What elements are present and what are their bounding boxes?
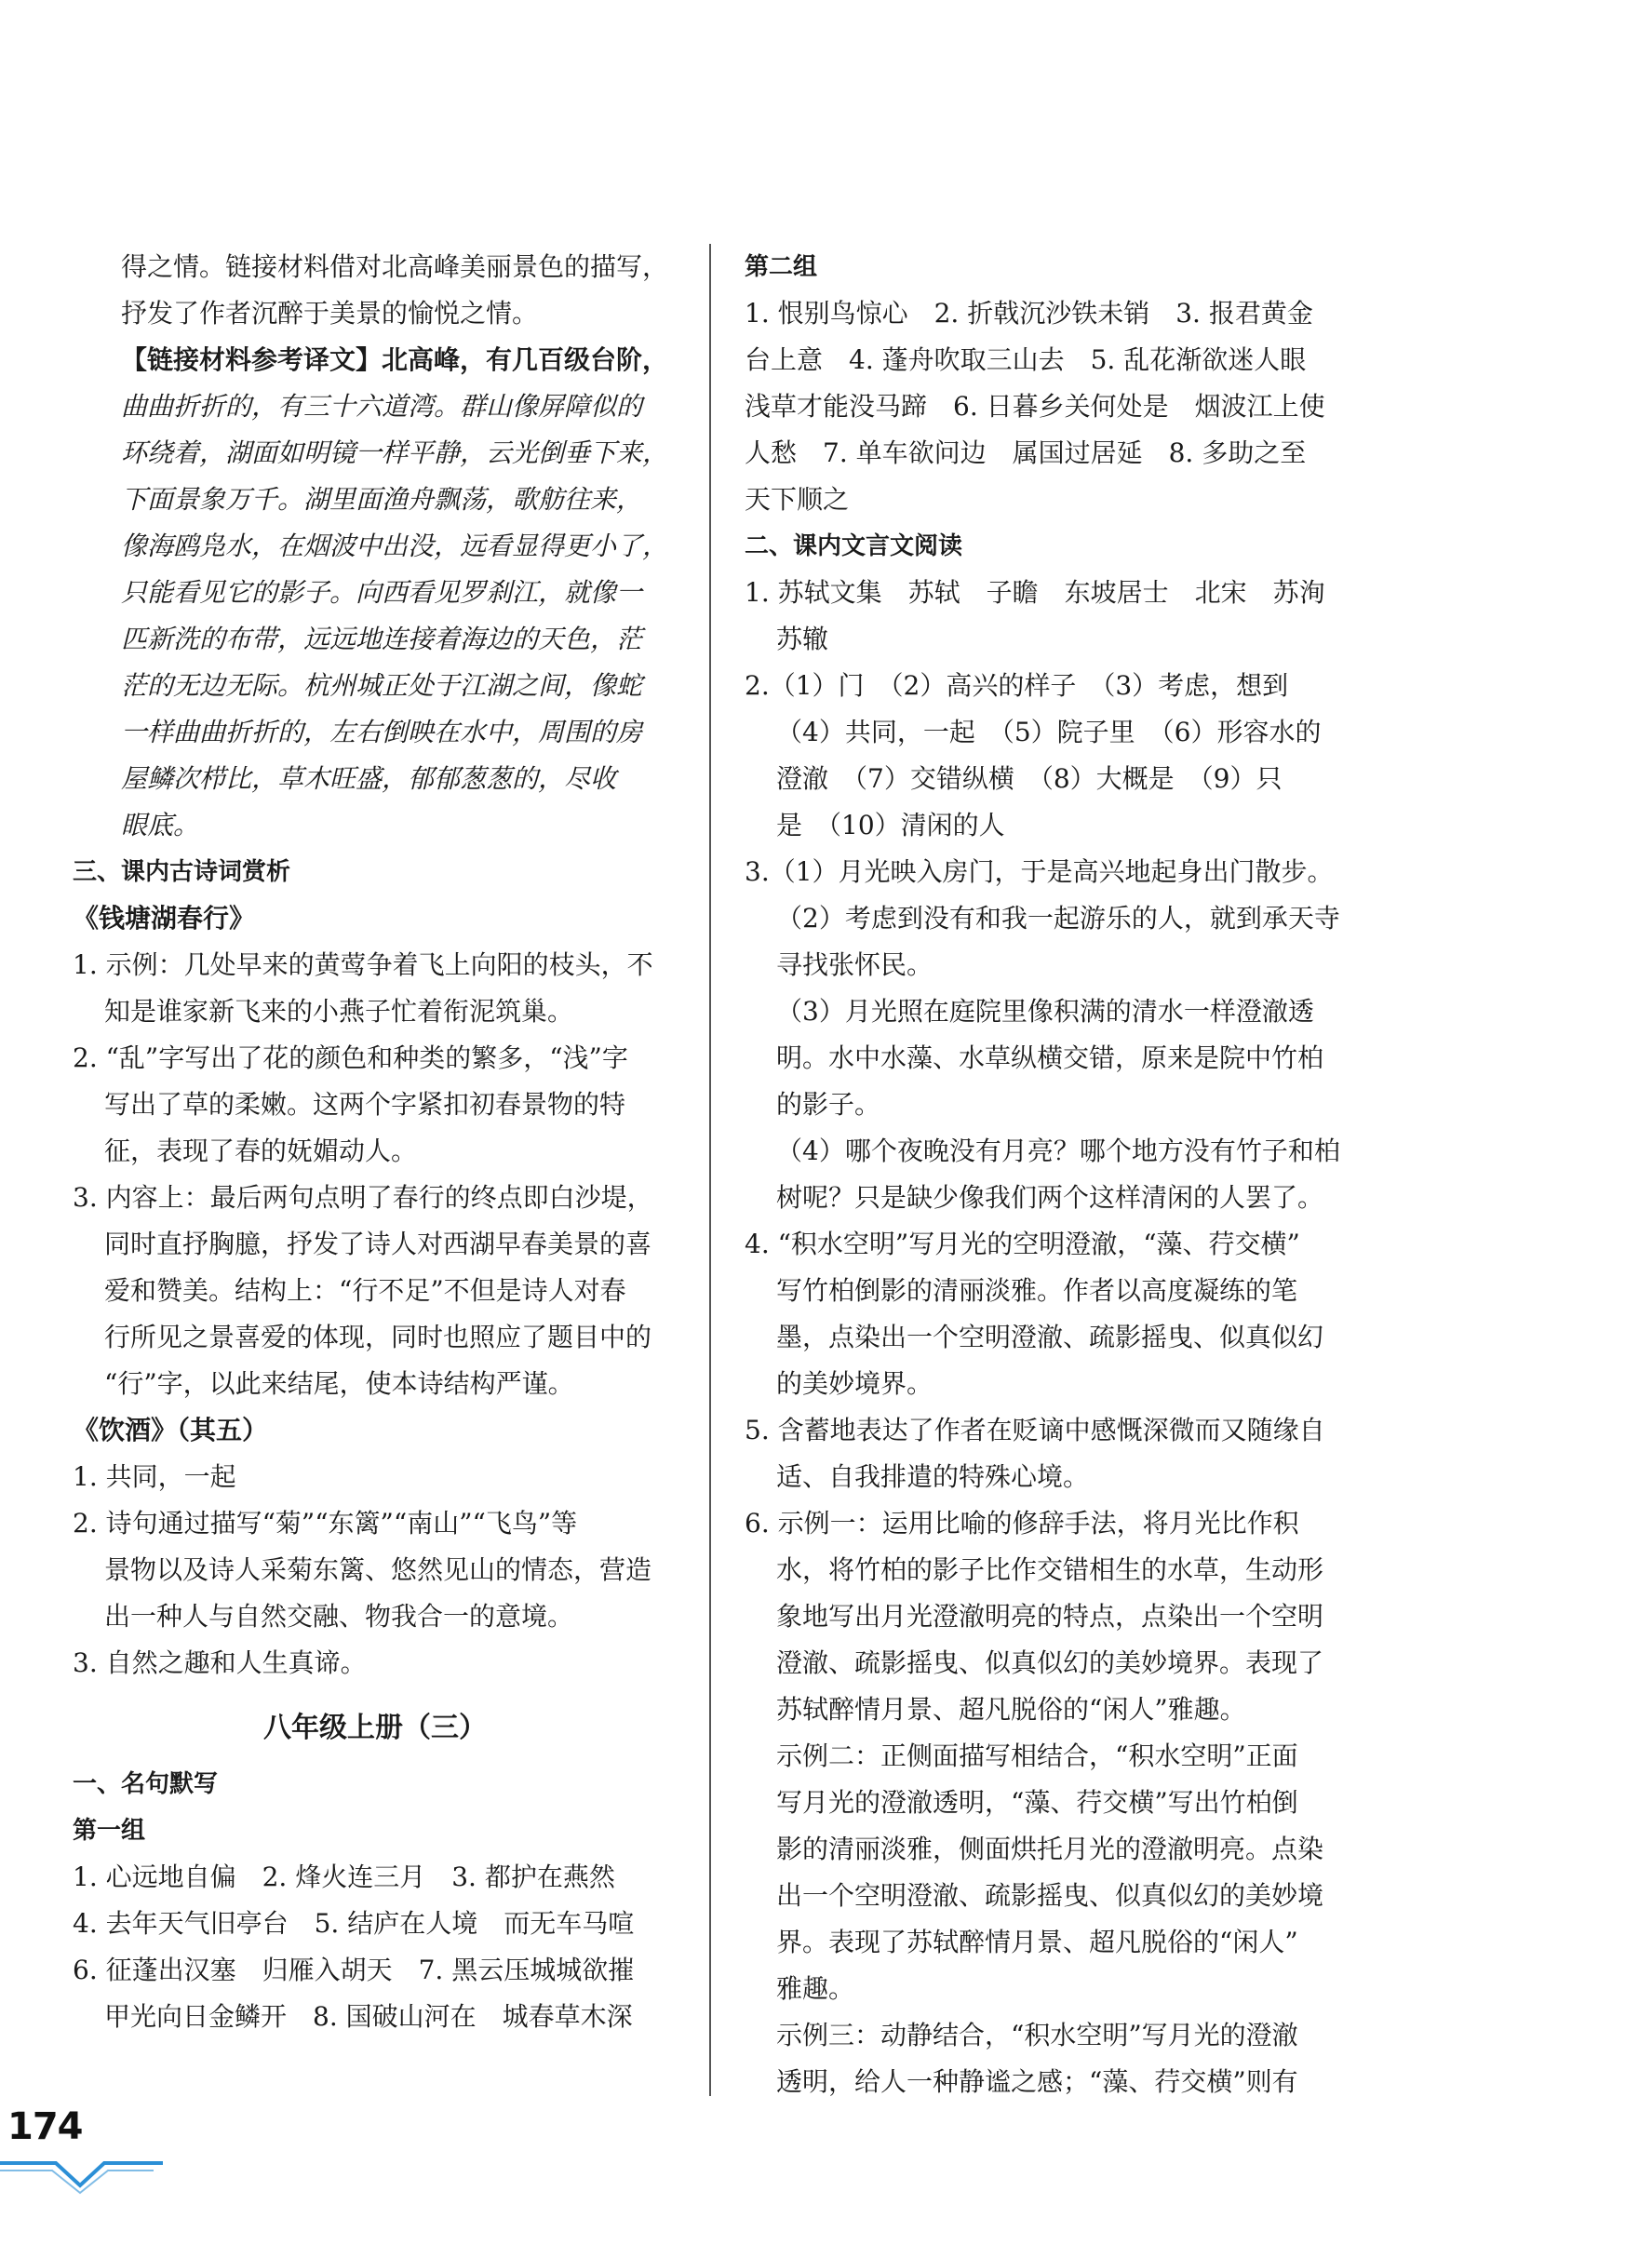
left-text-line: 3. 自然之趣和人生真谛。 [73, 1647, 367, 1678]
right-text-line: 澄澈、疏影摇曳、似真似幻的美妙境界。表现了 [776, 1647, 1324, 1678]
left-text-line: 眼底。 [121, 810, 200, 840]
left-text-line: 1. 心远地自偏 2. 烽火连三月 3. 都护在燕然 [73, 1862, 615, 1892]
right-text-line: 出一个空明澄澈、疏影摇曳、似真似幻的美妙境 [776, 1880, 1324, 1911]
left-text-line: 征，表现了春的妩媚动人。 [104, 1136, 418, 1166]
right-text-line: 人愁 7. 单车欲问边 属国过居延 8. 多助之至 [745, 437, 1307, 468]
left-text-line: 1. 共同，一起 [73, 1461, 236, 1492]
left-text-line: 2. “乱”字写出了花的颜色和种类的繁多，“浅”字 [73, 1042, 628, 1073]
right-text-line: （4）哪个夜晚没有月亮？哪个地方没有竹子和柏 [776, 1136, 1340, 1166]
left-text-line: “行”字，以此来结尾，使本诗结构严谨。 [104, 1368, 574, 1399]
left-text-line: 《钱塘湖春行》 [73, 903, 256, 934]
left-text-line: 一样曲曲折折的，左右倒映在水中，周围的房 [121, 717, 643, 747]
left-text-line: 6. 征蓬出汉塞 归雁入胡天 7. 黑云压城城欲摧 [73, 1955, 635, 1985]
left-text-line: 茫的无边无际。杭州城正处于江湖之间，像蛇 [121, 670, 643, 701]
left-text-line: 景物以及诗人采菊东篱、悠然见山的情态，营造 [104, 1554, 652, 1585]
left-text-line: 得之情。链接材料借对北高峰美丽景色的描写， [121, 251, 669, 282]
left-text-line: 行所见之景喜爱的体现，同时也照应了题目中的 [104, 1322, 652, 1352]
left-text-line: 匹新洗的布带，远远地连接着海边的天色，茫 [121, 624, 643, 654]
column-divider [709, 244, 711, 2096]
left-column [73, 244, 678, 2040]
left-text-line: 出一种人与自然交融、物我合一的意境。 [104, 1601, 574, 1632]
right-text-line: 二、课内文言文阅读 [745, 532, 963, 560]
right-text-line: （2）考虑到没有和我一起游乐的人，就到承天寺 [776, 903, 1340, 934]
left-text-line: 抒发了作者沉醉于美景的愉悦之情。 [121, 298, 539, 329]
right-text-line: 6. 示例一：运用比喻的修辞手法，将月光比作积 [745, 1508, 1299, 1539]
left-text-line: 只能看见它的影子。向西看见罗刹江，就像一 [121, 577, 643, 608]
page-number: 174 [7, 2105, 83, 2148]
right-text-line: 墨，点染出一个空明澄澈、疏影摇曳、似真似幻 [776, 1322, 1324, 1352]
right-text-line: 3.（1）月光映入房门，于是高兴地起身出门散步。 [745, 856, 1334, 887]
left-text-line: 甲光向日金鳞开 8. 国破山河在 城春草木深 [104, 2001, 633, 2032]
right-text-line: 示例二：正侧面描写相结合，“积水空明”正面 [776, 1741, 1298, 1771]
right-column [745, 244, 1359, 2105]
right-text-line: 水，将竹柏的影子比作交错相生的水草，生动形 [776, 1554, 1324, 1585]
right-text-line: 1. 恨别鸟惊心 2. 折戟沉沙铁未销 3. 报君黄金 [745, 298, 1313, 329]
right-text-line: 透明，给人一种静谧之感；“藻、荇交横”则有 [776, 2066, 1298, 2097]
left-text-line: 3. 内容上：最后两句点明了春行的终点即白沙堤， [73, 1182, 653, 1213]
left-text-line: 下面景象万千。湖里面渔舟飘荡，歌舫往来， [121, 484, 643, 515]
right-text-line: 象地写出月光澄澈明亮的特点，点染出一个空明 [776, 1601, 1324, 1632]
right-text-line: 写月光的澄澈透明，“藻、荇交横”写出竹柏倒 [776, 1787, 1298, 1818]
left-text-line: 像海鸥凫水，在烟波中出没，远看显得更小了， [121, 531, 669, 561]
right-text-line: 雅趣。 [776, 1973, 855, 2004]
right-text-line: 寻找张怀民。 [776, 949, 933, 980]
left-text-line: 写出了草的柔嫩。这两个字紧扣初春景物的特 [104, 1089, 626, 1120]
right-text-line: 树呢？只是缺少像我们两个这样清闲的人罢了。 [776, 1182, 1324, 1213]
left-text-line: 《饮酒》（其五） [73, 1415, 269, 1445]
right-text-line: 浅草才能没马蹄 6. 日暮乡关何处是 烟波江上使 [745, 391, 1325, 422]
left-text-line: 第一组 [73, 1817, 146, 1845]
right-text-line: 适、自我排遣的特殊心境。 [776, 1461, 1090, 1492]
right-text-line: （4）共同，一起 （5）院子里 （6）形容水的 [776, 717, 1322, 747]
left-text-line: 【链接材料参考译文】北高峰，有几百级台阶， [121, 344, 669, 375]
right-text-line: 天下顺之 [745, 484, 850, 515]
left-text-line: 同时直抒胸臆，抒发了诗人对西湖早春美景的喜 [104, 1229, 652, 1259]
right-text-line: 影的清丽淡雅，侧面烘托月光的澄澈明亮。点染 [776, 1834, 1324, 1864]
right-text-line: 苏轼醉情月景、超凡脱俗的“闲人”雅趣。 [776, 1694, 1246, 1725]
left-text-line: 2. 诗句通过描写“菊”“东篱”“南山”“飞鸟”等 [73, 1508, 578, 1539]
left-text-line: 屋鳞次栉比，草木旺盛，郁郁葱葱的，尽收 [121, 763, 617, 794]
right-text-line: 写竹柏倒影的清丽淡雅。作者以高度凝练的笔 [776, 1275, 1298, 1306]
right-text-line: 第二组 [745, 253, 818, 281]
right-text-line: 2.（1）门 （2）高兴的样子 （3）考虑，想到 [745, 670, 1289, 701]
right-text-line: 明。水中水藻、水草纵横交错，原来是院中竹柏 [776, 1042, 1324, 1073]
right-text-line: 1. 苏轼文集 苏轼 子瞻 东坡居士 北宋 苏洵 [745, 577, 1325, 608]
left-text-line: 一、名句默写 [73, 1770, 219, 1798]
right-text-line: （3）月光照在庭院里像积满的清水一样澄澈透 [776, 996, 1314, 1027]
left-text-line: 曲曲折折的，有三十六道湾。群山像屏障似的 [121, 391, 643, 422]
left-text-line: 三、课内古诗词赏析 [73, 858, 291, 886]
left-text-line: 1. 示例：几处早来的黄莺争着飞上向阳的枝头，不 [73, 949, 653, 980]
left-text-line: 知是谁家新飞来的小燕子忙着衔泥筑巢。 [104, 996, 574, 1027]
right-text-line: 台上意 4. 蓬舟吹取三山去 5. 乱花渐欲迷人眼 [745, 344, 1307, 375]
left-text-line: 爱和赞美。结构上：“行不足”不但是诗人对春 [104, 1275, 626, 1306]
right-text-line: 5. 含蓄地表达了作者在贬谪中感慨深微而又随缘自 [745, 1415, 1325, 1445]
right-text-line: 澄澈 （7）交错纵横 （8）大概是 （9）只 [776, 763, 1283, 794]
right-text-line: 的影子。 [776, 1089, 881, 1120]
right-text-line: 示例三：动静结合，“积水空明”写月光的澄澈 [776, 2020, 1298, 2050]
right-text-line: 是 （10）清闲的人 [776, 810, 1005, 840]
left-text-line: 4. 去年天气旧亭台 5. 结庐在人境 而无车马喧 [73, 1908, 635, 1939]
left-text-line: 八年级上册（三） [263, 1712, 487, 1744]
right-text-line: 的美妙境界。 [776, 1368, 933, 1399]
right-text-line: 4. “积水空明”写月光的空明澄澈，“藻、荇交横” [745, 1229, 1300, 1259]
page-corner-decoration [0, 2157, 186, 2195]
right-text-line: 苏辙 [776, 624, 829, 654]
right-text-line: 界。表现了苏轼醉情月景、超凡脱俗的“闲人” [776, 1927, 1298, 1957]
left-text-line: 环绕着，湖面如明镜一样平静，云光倒垂下来， [121, 437, 669, 468]
